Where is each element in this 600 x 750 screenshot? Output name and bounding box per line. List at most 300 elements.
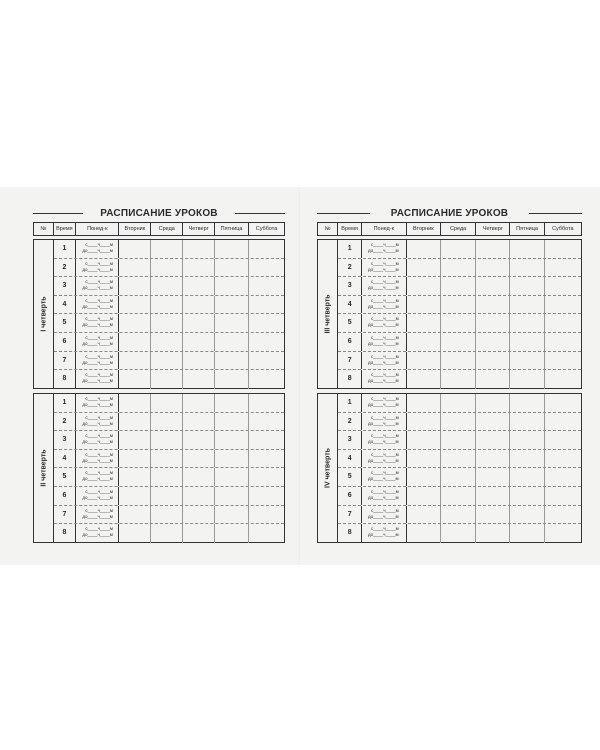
- time-to: до____ч____м: [82, 378, 113, 384]
- subject-cell[interactable]: [510, 431, 544, 449]
- time-from: с____ч____м: [85, 279, 114, 285]
- time-from: с____ч____м: [85, 353, 114, 359]
- time-from: с____ч____м: [370, 414, 399, 420]
- subject-cell[interactable]: [215, 296, 249, 314]
- lesson-row: [338, 506, 581, 525]
- time-from: с____ч____м: [85, 526, 114, 532]
- subject-cell[interactable]: [119, 296, 151, 314]
- subject-cell[interactable]: [441, 314, 476, 332]
- lesson-time[interactable]: [76, 524, 119, 543]
- time-to: до____ч____м: [367, 248, 399, 253]
- subject-cell[interactable]: [249, 314, 284, 332]
- subject-cell[interactable]: [183, 259, 215, 277]
- subject-cell[interactable]: [215, 524, 249, 543]
- lesson-time[interactable]: [362, 450, 407, 468]
- subject-cell[interactable]: [545, 450, 581, 468]
- subject-cell[interactable]: [183, 487, 215, 505]
- subject-cell[interactable]: [510, 333, 544, 351]
- subject-cell[interactable]: [545, 314, 581, 332]
- subject-cell[interactable]: [407, 468, 441, 486]
- time-from: с____ч____м: [370, 526, 399, 532]
- header-row: [317, 222, 582, 236]
- subject-cell[interactable]: [249, 259, 284, 277]
- header-cell: Пятница: [215, 223, 249, 235]
- lesson-number: 6: [338, 333, 362, 351]
- lesson-number: 1: [338, 240, 362, 258]
- lesson-number: 2: [338, 259, 362, 277]
- page-title-text: РАСПИСАНИЕ УРОКОВ: [387, 208, 512, 219]
- subject-cell[interactable]: [407, 506, 441, 524]
- subject-cell[interactable]: [119, 431, 151, 449]
- subject-cell[interactable]: [510, 394, 544, 412]
- subject-cell[interactable]: [545, 468, 581, 486]
- lesson-row: [54, 240, 284, 259]
- subject-cell[interactable]: [407, 370, 441, 389]
- subject-cell[interactable]: [476, 259, 510, 277]
- header-cell: Среда: [441, 223, 476, 235]
- subject-cell[interactable]: [407, 240, 441, 258]
- time-from: с____ч____м: [370, 507, 399, 513]
- subject-cell[interactable]: [151, 431, 183, 449]
- subject-cell[interactable]: [476, 314, 510, 332]
- subject-cell[interactable]: [151, 259, 183, 277]
- subject-cell[interactable]: [407, 259, 441, 277]
- title-row: [0, 208, 300, 220]
- quarter-column: [34, 240, 54, 388]
- lesson-time[interactable]: [76, 240, 119, 258]
- lesson-time[interactable]: [362, 413, 407, 431]
- subject-cell[interactable]: [215, 394, 249, 412]
- lesson-time[interactable]: [362, 468, 407, 486]
- lesson-rows: [54, 240, 284, 388]
- lesson-time[interactable]: [76, 394, 119, 412]
- subject-cell[interactable]: [476, 450, 510, 468]
- lesson-row: [338, 333, 581, 352]
- time-from: с____ч____м: [85, 470, 114, 476]
- lesson-row: [54, 370, 284, 389]
- lesson-time[interactable]: [362, 370, 407, 389]
- time-from: с____ч____м: [370, 396, 399, 401]
- subject-cell[interactable]: [249, 370, 284, 389]
- subject-cell[interactable]: [510, 506, 544, 524]
- lesson-row: [54, 468, 284, 487]
- subject-cell[interactable]: [151, 277, 183, 295]
- subject-cell[interactable]: [249, 468, 284, 486]
- lesson-time[interactable]: [76, 333, 119, 351]
- subject-cell[interactable]: [510, 370, 544, 389]
- time-to: до____ч____м: [82, 420, 113, 426]
- time-from: с____ч____м: [85, 396, 114, 401]
- lesson-number: 7: [338, 352, 362, 370]
- subject-cell[interactable]: [249, 413, 284, 431]
- subject-cell[interactable]: [119, 240, 151, 258]
- subject-cell[interactable]: [151, 296, 183, 314]
- lesson-row: [54, 524, 284, 543]
- lesson-time[interactable]: [362, 333, 407, 351]
- time-from: с____ч____м: [370, 316, 399, 322]
- lesson-time[interactable]: [362, 277, 407, 295]
- subject-cell[interactable]: [476, 413, 510, 431]
- subject-cell[interactable]: [215, 277, 249, 295]
- time-to: до____ч____м: [367, 513, 399, 519]
- subject-cell[interactable]: [545, 431, 581, 449]
- header-cell: Время: [338, 223, 362, 235]
- lesson-time[interactable]: [362, 506, 407, 524]
- lesson-time[interactable]: [76, 506, 119, 524]
- subject-cell[interactable]: [183, 333, 215, 351]
- time-to: до____ч____м: [367, 476, 399, 482]
- subject-cell[interactable]: [441, 259, 476, 277]
- subject-cell[interactable]: [441, 352, 476, 370]
- subject-cell[interactable]: [441, 413, 476, 431]
- header-cell: №: [318, 223, 338, 235]
- subject-cell[interactable]: [183, 277, 215, 295]
- subject-cell[interactable]: [151, 506, 183, 524]
- subject-cell[interactable]: [476, 352, 510, 370]
- subject-cell[interactable]: [119, 370, 151, 389]
- time-to: до____ч____м: [367, 285, 399, 291]
- subject-cell[interactable]: [407, 296, 441, 314]
- subject-cell[interactable]: [119, 524, 151, 543]
- subject-cell[interactable]: [545, 333, 581, 351]
- subject-cell[interactable]: [215, 450, 249, 468]
- subject-cell[interactable]: [151, 413, 183, 431]
- subject-cell[interactable]: [441, 333, 476, 351]
- subject-cell[interactable]: [407, 277, 441, 295]
- quarter-block: [33, 393, 285, 543]
- lesson-rows: [338, 394, 581, 542]
- lesson-row: [338, 524, 581, 543]
- subject-cell[interactable]: [119, 333, 151, 351]
- subject-cell[interactable]: [215, 413, 249, 431]
- subject-cell[interactable]: [215, 468, 249, 486]
- subject-cell[interactable]: [476, 524, 510, 543]
- subject-cell[interactable]: [441, 240, 476, 258]
- subject-cell[interactable]: [249, 450, 284, 468]
- page-fold: [299, 187, 301, 565]
- header-cell: Четверг: [183, 223, 215, 235]
- subject-cell[interactable]: [441, 277, 476, 295]
- time-from: с____ч____м: [370, 372, 399, 378]
- lesson-time[interactable]: [76, 277, 119, 295]
- lesson-number: 5: [54, 314, 77, 332]
- time-from: с____ч____м: [85, 316, 114, 322]
- subject-cell[interactable]: [545, 240, 581, 258]
- page-title: [317, 208, 582, 219]
- lesson-number: 8: [54, 370, 77, 389]
- lesson-number: 4: [338, 296, 362, 314]
- subject-cell[interactable]: [151, 450, 183, 468]
- lesson-time[interactable]: [76, 413, 119, 431]
- lesson-rows: [54, 394, 284, 542]
- subject-cell[interactable]: [476, 468, 510, 486]
- subject-cell[interactable]: [476, 296, 510, 314]
- subject-cell[interactable]: [119, 413, 151, 431]
- subject-cell[interactable]: [215, 352, 249, 370]
- lesson-row: [54, 431, 284, 450]
- subject-cell[interactable]: [249, 524, 284, 543]
- time-from: с____ч____м: [85, 488, 114, 494]
- subject-cell[interactable]: [119, 450, 151, 468]
- time-from: с____ч____м: [370, 433, 399, 439]
- subject-cell[interactable]: [476, 506, 510, 524]
- lesson-row: [338, 352, 581, 371]
- subject-cell[interactable]: [151, 524, 183, 543]
- subject-cell[interactable]: [151, 487, 183, 505]
- lesson-time[interactable]: [362, 240, 407, 258]
- lesson-time[interactable]: [362, 394, 407, 412]
- subject-cell[interactable]: [476, 394, 510, 412]
- subject-cell[interactable]: [545, 487, 581, 505]
- subject-cell[interactable]: [183, 314, 215, 332]
- lesson-time[interactable]: [76, 370, 119, 389]
- lesson-number: 8: [338, 370, 362, 389]
- lesson-time[interactable]: [362, 524, 407, 543]
- subject-cell[interactable]: [510, 259, 544, 277]
- subject-cell[interactable]: [441, 506, 476, 524]
- lesson-time[interactable]: [362, 296, 407, 314]
- lesson-number: 3: [338, 431, 362, 449]
- subject-cell[interactable]: [215, 259, 249, 277]
- subject-cell[interactable]: [545, 524, 581, 543]
- time-to: до____ч____м: [82, 359, 113, 365]
- subject-cell[interactable]: [249, 394, 284, 412]
- quarter-column: [318, 240, 338, 388]
- subject-cell[interactable]: [441, 468, 476, 486]
- time-from: с____ч____м: [370, 242, 399, 247]
- subject-cell[interactable]: [215, 370, 249, 389]
- subject-cell[interactable]: [249, 333, 284, 351]
- subject-cell[interactable]: [151, 333, 183, 351]
- subject-cell[interactable]: [407, 352, 441, 370]
- subject-cell[interactable]: [249, 431, 284, 449]
- subject-cell[interactable]: [151, 314, 183, 332]
- subject-cell[interactable]: [183, 468, 215, 486]
- lesson-number: 6: [54, 333, 77, 351]
- lesson-time[interactable]: [76, 450, 119, 468]
- subject-cell[interactable]: [183, 394, 215, 412]
- lesson-time[interactable]: [76, 314, 119, 332]
- subject-cell[interactable]: [476, 333, 510, 351]
- subject-cell[interactable]: [151, 352, 183, 370]
- subject-cell[interactable]: [183, 370, 215, 389]
- lesson-time[interactable]: [362, 259, 407, 277]
- lesson-row: [54, 277, 284, 296]
- subject-cell[interactable]: [249, 506, 284, 524]
- subject-cell[interactable]: [215, 314, 249, 332]
- time-to: до____ч____м: [367, 439, 399, 445]
- lesson-row: [54, 314, 284, 333]
- lesson-row: [54, 506, 284, 525]
- header-cell: Суббота: [552, 226, 574, 232]
- subject-cell[interactable]: [249, 277, 284, 295]
- header-cell: Понед-к: [362, 223, 407, 235]
- subject-cell[interactable]: [545, 259, 581, 277]
- lesson-time[interactable]: [76, 259, 119, 277]
- subject-cell[interactable]: [476, 487, 510, 505]
- subject-cell[interactable]: [510, 468, 544, 486]
- lesson-number: 1: [54, 394, 77, 412]
- subject-cell[interactable]: [441, 487, 476, 505]
- subject-cell[interactable]: [215, 487, 249, 505]
- header-cell: Четверг: [476, 223, 510, 235]
- subject-cell[interactable]: [545, 506, 581, 524]
- subject-cell[interactable]: [510, 240, 544, 258]
- header-cell: Вторник: [119, 223, 151, 235]
- lesson-time[interactable]: [362, 431, 407, 449]
- lesson-number: 2: [54, 259, 77, 277]
- lesson-number: 8: [338, 524, 362, 543]
- subject-cell[interactable]: [407, 394, 441, 412]
- subject-cell[interactable]: [183, 352, 215, 370]
- subject-cell[interactable]: [119, 394, 151, 412]
- time-to: до____ч____м: [82, 439, 113, 445]
- quarter-label: IV четверть: [324, 448, 331, 488]
- subject-cell[interactable]: [441, 394, 476, 412]
- subject-cell[interactable]: [407, 524, 441, 543]
- subject-cell[interactable]: [545, 277, 581, 295]
- subject-cell[interactable]: [249, 240, 284, 258]
- lesson-row: [338, 450, 581, 469]
- subject-cell[interactable]: [510, 450, 544, 468]
- header-cell: Понед-к: [76, 223, 119, 235]
- lesson-time[interactable]: [76, 468, 119, 486]
- lesson-number: 1: [54, 240, 77, 258]
- title-row: [300, 208, 600, 220]
- time-to: до____ч____м: [82, 402, 113, 407]
- subject-cell[interactable]: [441, 431, 476, 449]
- subject-cell[interactable]: [510, 314, 544, 332]
- subject-cell[interactable]: [183, 524, 215, 543]
- subject-cell[interactable]: [215, 506, 249, 524]
- lesson-time[interactable]: [76, 296, 119, 314]
- time-to: до____ч____м: [367, 494, 399, 500]
- lesson-time[interactable]: [362, 352, 407, 370]
- subject-cell[interactable]: [510, 413, 544, 431]
- time-from: с____ч____м: [85, 334, 114, 340]
- lesson-row: [338, 370, 581, 389]
- subject-cell[interactable]: [407, 487, 441, 505]
- subject-cell[interactable]: [249, 487, 284, 505]
- subject-cell[interactable]: [476, 431, 510, 449]
- lesson-time[interactable]: [76, 487, 119, 505]
- quarter-label: II четверть: [40, 449, 47, 487]
- subject-cell[interactable]: [441, 296, 476, 314]
- subject-cell[interactable]: [407, 450, 441, 468]
- subject-cell[interactable]: [119, 487, 151, 505]
- subject-cell[interactable]: [119, 506, 151, 524]
- subject-cell[interactable]: [545, 352, 581, 370]
- subject-cell[interactable]: [183, 296, 215, 314]
- lesson-number: 4: [54, 296, 77, 314]
- subject-cell[interactable]: [441, 524, 476, 543]
- subject-cell[interactable]: [215, 240, 249, 258]
- subject-cell[interactable]: [545, 296, 581, 314]
- right-page: [300, 187, 600, 565]
- subject-cell[interactable]: [119, 277, 151, 295]
- subject-cell[interactable]: [510, 277, 544, 295]
- subject-cell[interactable]: [407, 413, 441, 431]
- lesson-row: [338, 413, 581, 432]
- subject-cell[interactable]: [151, 370, 183, 389]
- subject-cell[interactable]: [183, 450, 215, 468]
- subject-cell[interactable]: [249, 296, 284, 314]
- subject-cell[interactable]: [151, 468, 183, 486]
- subject-cell[interactable]: [407, 333, 441, 351]
- time-from: с____ч____м: [370, 334, 399, 340]
- subject-cell[interactable]: [183, 506, 215, 524]
- time-to: до____ч____м: [82, 513, 113, 519]
- lesson-time[interactable]: [76, 352, 119, 370]
- subject-cell[interactable]: [183, 431, 215, 449]
- subject-cell[interactable]: [476, 277, 510, 295]
- subject-cell[interactable]: [215, 333, 249, 351]
- subject-cell[interactable]: [119, 352, 151, 370]
- subject-cell[interactable]: [545, 370, 581, 389]
- time-to: до____ч____м: [367, 532, 399, 538]
- time-to: до____ч____м: [367, 303, 399, 309]
- lesson-time[interactable]: [362, 314, 407, 332]
- header-cell: Пятница: [510, 223, 544, 235]
- subject-cell[interactable]: [151, 240, 183, 258]
- subject-cell[interactable]: [510, 524, 544, 543]
- subject-cell[interactable]: [407, 431, 441, 449]
- subject-cell[interactable]: [441, 370, 476, 389]
- time-to: до____ч____м: [82, 476, 113, 482]
- time-to: до____ч____м: [367, 378, 399, 384]
- time-to: до____ч____м: [367, 402, 399, 407]
- time-to: до____ч____м: [82, 266, 113, 272]
- subject-cell[interactable]: [441, 450, 476, 468]
- subject-cell[interactable]: [476, 240, 510, 258]
- subject-cell[interactable]: [119, 314, 151, 332]
- subject-cell[interactable]: [476, 370, 510, 389]
- lesson-time[interactable]: [76, 431, 119, 449]
- subject-cell[interactable]: [407, 314, 441, 332]
- subject-cell[interactable]: [545, 413, 581, 431]
- subject-cell[interactable]: [510, 296, 544, 314]
- time-to: до____ч____м: [82, 457, 113, 463]
- subject-cell[interactable]: [183, 240, 215, 258]
- lesson-row: [338, 277, 581, 296]
- lesson-row: [338, 468, 581, 487]
- header-cell: Время: [54, 223, 77, 235]
- lesson-row: [338, 394, 581, 413]
- quarter-block: [317, 239, 582, 389]
- subject-cell[interactable]: [545, 394, 581, 412]
- lesson-row: [54, 413, 284, 432]
- subject-cell[interactable]: [183, 413, 215, 431]
- subject-cell[interactable]: [119, 259, 151, 277]
- time-from: с____ч____м: [370, 451, 399, 457]
- subject-cell[interactable]: [510, 352, 544, 370]
- lesson-number: 5: [338, 314, 362, 332]
- page-title: [33, 208, 285, 219]
- time-to: до____ч____м: [82, 248, 113, 253]
- subject-cell[interactable]: [151, 394, 183, 412]
- subject-cell[interactable]: [249, 352, 284, 370]
- header-cell: Среда: [151, 223, 183, 235]
- subject-cell[interactable]: [510, 487, 544, 505]
- time-to: до____ч____м: [82, 303, 113, 309]
- subject-cell[interactable]: [215, 431, 249, 449]
- lesson-time[interactable]: [362, 487, 407, 505]
- subject-cell[interactable]: [119, 468, 151, 486]
- time-from: с____ч____м: [85, 260, 114, 266]
- lesson-number: 5: [54, 468, 77, 486]
- lesson-number: 7: [54, 506, 77, 524]
- time-from: с____ч____м: [370, 297, 399, 303]
